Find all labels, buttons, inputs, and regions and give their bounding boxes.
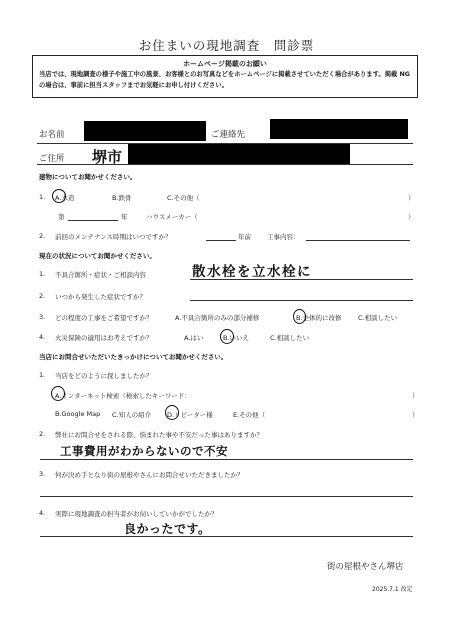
- building-q1-close: ）: [408, 194, 415, 202]
- photo-notice-box: [32, 55, 418, 98]
- trigger-q4-answer: 良かったです。: [124, 522, 211, 536]
- section-trigger: 当店にお問合せいただいたきっかけについてお聞かせください。: [39, 353, 228, 361]
- name-redaction: [84, 121, 206, 141]
- answer-circle: [51, 386, 65, 401]
- status-q1-num: 1.: [39, 270, 46, 278]
- contact-label: ご連絡先: [211, 130, 246, 140]
- form-title: お住まいの現地調査 問診票: [138, 38, 315, 53]
- contact-redaction: [270, 119, 408, 139]
- trigger-q1-close: ）: [412, 392, 419, 400]
- answer-circle: [293, 309, 306, 324]
- trigger-q3-text: 何が決め手となり街の屋根やさんにお問合せいただきましたか？: [55, 471, 244, 479]
- year-line: [68, 220, 118, 221]
- trigger-q4-text: 実際に現地調査の担当者がお伺いしていかがでしたか？: [55, 510, 218, 518]
- building-q1-num: 1.: [39, 193, 46, 201]
- trigger-q1-opt-b: B.Google Map: [55, 410, 101, 418]
- trigger-q1-opt-c: C.知人の紹介: [112, 411, 152, 419]
- work-line: [306, 240, 410, 241]
- trigger-q4-line: [40, 536, 413, 537]
- address-redaction: [128, 144, 350, 164]
- trigger-q1-opt-a: A.インターネット検索（検索したキーワード：: [55, 392, 191, 400]
- name-label: お名前: [39, 130, 65, 140]
- status-q2-num: 2.: [39, 292, 46, 300]
- building-q1-opt-c: C.その他（: [167, 194, 200, 202]
- trigger-q2-num: 2.: [39, 430, 46, 438]
- address-label: ご住所: [39, 154, 65, 164]
- status-q4-opt-b: B.いいえ: [223, 334, 250, 342]
- trigger-q2-answer: 工事費用がわからないので不安: [60, 444, 228, 458]
- status-q1-line: [190, 279, 413, 280]
- building-q2-work: 工事内容：: [267, 233, 300, 241]
- status-q1-answer: 散水栓を立水栓に: [192, 264, 312, 280]
- address-handwritten: 堺市: [92, 148, 123, 166]
- status-q4-opt-c: C.相談したい: [270, 334, 310, 342]
- trigger-q2-text: 弊社にお問合せをされる際、悩まれた事や不安だった事はありますか？: [55, 431, 263, 439]
- trigger-q1-opt-e: E.その他（: [233, 411, 266, 419]
- building-q1b-prefix: 第: [58, 213, 65, 221]
- trigger-q3-num: 3.: [39, 470, 46, 478]
- answer-circle: [165, 405, 179, 420]
- company-name: 街の屋根やさん堺店: [327, 562, 404, 572]
- status-q3-opt-c: C.相談したい: [358, 314, 398, 322]
- building-q2-num: 2.: [39, 232, 46, 240]
- notice-body: 当店では、現地調査の様子や施工中の風景、お客様とのお写真などをホームページに掲載させていただく場合があります。掲載 NG の場合は、事前に担当スタッフまでお気軽にお申し付けください。: [39, 71, 410, 89]
- trigger-q1-close2: ）: [412, 411, 419, 419]
- status-q3-opt-b: B.全体的に改修: [296, 314, 342, 322]
- trigger-q2-line: [40, 459, 413, 460]
- status-q1-text: 不具合箇所・症状・ご相談内容: [55, 271, 146, 279]
- status-q3-opt-a: A.不具合箇所のみの部分補修: [175, 314, 260, 322]
- answer-circle: [220, 329, 234, 344]
- status-q4-opt-a: A.はい: [184, 334, 204, 342]
- address-line: [37, 164, 413, 165]
- building-q1b-maker: ハウスメーカー（: [146, 213, 198, 221]
- years-ago-line: [206, 240, 236, 241]
- building-q1-opt-a: A.木造: [55, 194, 75, 202]
- status-q4-text: 火災保険の適用はお考えですか？: [55, 334, 153, 342]
- status-q2-text: いつから発生した症状ですか？: [55, 293, 146, 301]
- section-building: 建物についてお聞かせください。: [39, 173, 137, 181]
- trigger-q1-opt-d: D.リピーター様: [167, 411, 213, 419]
- building-q2-year: 年前: [238, 233, 251, 241]
- trigger-q4-num: 4.: [39, 509, 46, 517]
- building-q1b-year: 年: [121, 213, 128, 221]
- building-q2-text: 前回のメンテナンス時期はいつですか？: [55, 233, 172, 241]
- trigger-q3-line: [40, 496, 413, 497]
- status-q2-line: [190, 300, 413, 301]
- revision-date: 2025.7.1 改定: [372, 586, 413, 593]
- notice-title: ホームページ掲載のお願い: [183, 60, 267, 68]
- building-q1-opt-b: B.鉄骨: [112, 194, 132, 202]
- status-q3-num: 3.: [39, 313, 46, 321]
- trigger-q1-text: 当店をどのように探しましたか？: [55, 372, 153, 380]
- answer-circle: [52, 189, 66, 203]
- building-q1b-close: ）: [408, 213, 415, 221]
- status-q4-num: 4.: [39, 333, 46, 341]
- trigger-q1-num: 1.: [39, 371, 46, 379]
- status-q3-text: どの程度の工事をご希望ですか？: [55, 314, 153, 322]
- section-status: 現在の状況についてお聞かせください。: [39, 252, 156, 260]
